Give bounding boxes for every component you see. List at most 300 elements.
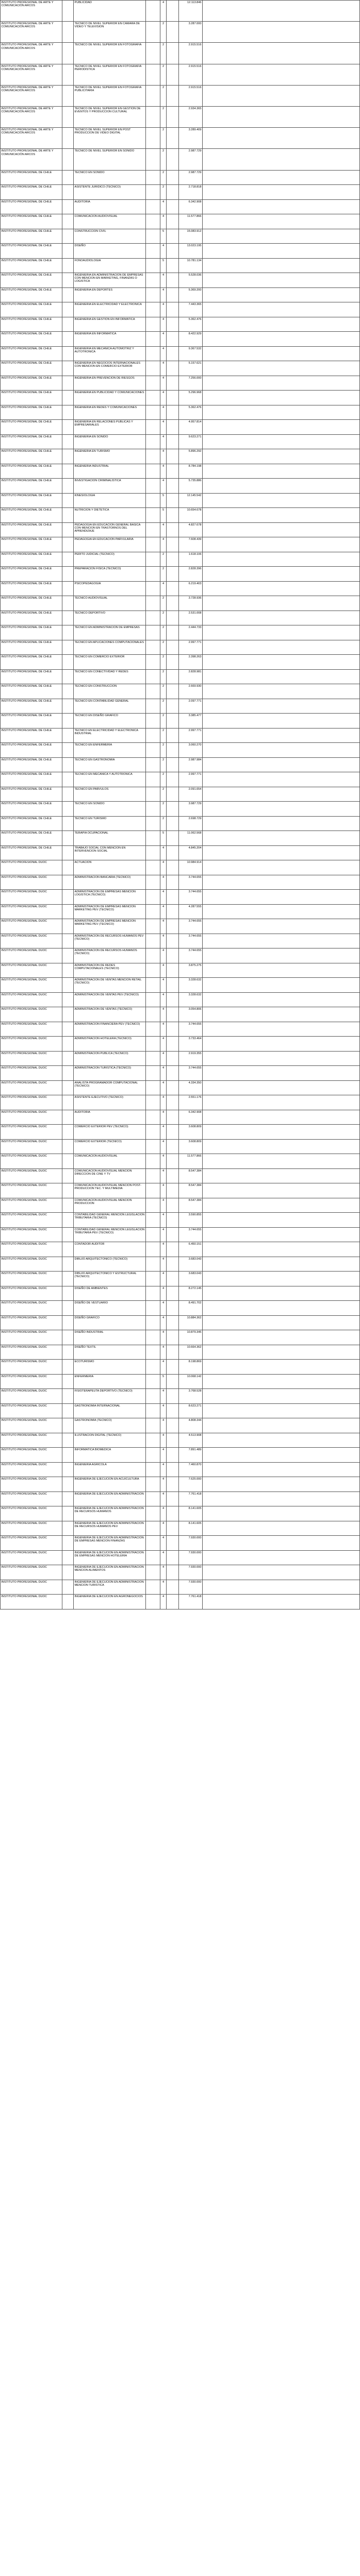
spacer-cell [146, 816, 160, 831]
career-cell: INGENIERIA DE EJECUCION EN ADMINISTRACION DE RECURSOS HUMANOS [74, 1506, 146, 1521]
fee-cell: 2.828.981 [179, 669, 203, 684]
fee-cell: 10.664.362 [179, 1345, 203, 1360]
institution-cell: INSTITUTO PROFESIONAL DUOC [1, 860, 62, 875]
fee-cell: 2.551.176 [179, 1095, 203, 1110]
spacer-cell [146, 405, 160, 420]
spacer-cell [167, 85, 179, 106]
table-row [1, 522, 360, 537]
spacer-cell [203, 1536, 360, 1551]
career-cell: COMUNICACION AUDIOVISUAL [74, 214, 146, 229]
table-row [1, 552, 360, 567]
years-cell: 2 [160, 149, 167, 170]
spacer-cell [62, 1403, 74, 1418]
years-cell: 2 [160, 655, 167, 670]
institution-cell: INSTITUTO PROFESIONAL DE CHILE [1, 258, 62, 273]
fee-cell: 10.884.362 [179, 1315, 203, 1330]
career-cell: INGENIERIA EN REDES Y COMUNICACIONES [74, 405, 146, 420]
fee-cell: 4.957.814 [179, 420, 203, 435]
spacer-cell [167, 948, 179, 963]
years-cell: 2 [160, 185, 167, 200]
institution-cell: INSTITUTO PROFESIONAL DE CHILE [1, 287, 62, 302]
spacer-cell [62, 214, 74, 229]
years-cell: 4 [160, 1213, 167, 1228]
table-row [1, 317, 360, 332]
career-cell: TECNICO EN CONECTIVIDAD Y REDES [74, 669, 146, 684]
years-cell: 2 [160, 669, 167, 684]
table-row [1, 699, 360, 714]
spacer-cell [203, 1301, 360, 1316]
table-row [1, 1139, 360, 1154]
fee-cell: 2.987.729 [179, 170, 203, 185]
spacer-cell [146, 420, 160, 435]
spacer-cell [146, 449, 160, 464]
spacer-cell [62, 611, 74, 625]
institution-cell: INSTITUTO PROFESIONAL DE CHILE [1, 728, 62, 743]
institution-cell: INSTITUTO PROFESIONAL DUOC [1, 1110, 62, 1125]
years-cell: 2 [160, 567, 167, 582]
institution-cell: INSTITUTO PROFESIONAL DE CHILE [1, 787, 62, 802]
spacer-cell [203, 522, 360, 537]
years-cell: 4 [160, 1051, 167, 1066]
spacer-cell [167, 1462, 179, 1477]
table-row [1, 128, 360, 149]
institution-cell: INSTITUTO PROFESIONAL DE ARTE Y COMUNICACIÓN ARCOS [1, 128, 62, 149]
career-cell: DISEÑO [74, 244, 146, 259]
spacer-cell [62, 1521, 74, 1536]
spacer-cell [146, 860, 160, 875]
spacer-cell [167, 1345, 179, 1360]
spacer-cell [146, 757, 160, 772]
fee-cell: 2.997.771 [179, 640, 203, 655]
institution-cell: INSTITUTO PROFESIONAL DE ARTE Y COMUNICACIÓN ARCOS [1, 43, 62, 64]
fee-cell: 2.097.771 [179, 699, 203, 714]
career-cell: NUTRICION Y DIETETICA [74, 508, 146, 523]
spacer-cell [203, 1418, 360, 1433]
fee-cell: 8.623.271 [179, 1403, 203, 1418]
years-cell: 4 [160, 1330, 167, 1345]
spacer-cell [203, 479, 360, 494]
spacer-cell [62, 1301, 74, 1316]
career-cell: ADMINISTRACION DE VENTAS MENCION RETAIL (TECNICO) [74, 978, 146, 993]
years-cell: 4 [160, 332, 167, 347]
spacer-cell [167, 1110, 179, 1125]
spacer-cell [203, 860, 360, 875]
career-cell: AUDITORIA [74, 199, 146, 214]
table-row [1, 391, 360, 405]
spacer-cell [62, 106, 74, 127]
spacer-cell [203, 106, 360, 127]
spacer-cell [62, 464, 74, 479]
spacer-cell [203, 992, 360, 1007]
institution-cell: INSTITUTO PROFESIONAL DUOC [1, 1301, 62, 1316]
institution-cell: INSTITUTO PROFESIONAL DUOC [1, 1448, 62, 1463]
spacer-cell [146, 1301, 160, 1316]
years-cell: 4 [160, 1022, 167, 1037]
spacer-cell [146, 273, 160, 288]
spacer-cell [167, 1037, 179, 1052]
spacer-cell [203, 85, 360, 106]
years-cell: 4 [160, 581, 167, 596]
spacer-cell [146, 1492, 160, 1506]
fee-cell: 8.547.384 [179, 1168, 203, 1183]
spacer-cell [146, 64, 160, 85]
spacer-cell [62, 1345, 74, 1360]
spacer-cell [62, 1213, 74, 1228]
spacer-cell [203, 332, 360, 347]
spacer-cell [62, 149, 74, 170]
career-cell: TECNICO AUDIOVISUAL [74, 596, 146, 611]
spacer-cell [167, 1066, 179, 1081]
career-cell: TECNICO EN PARVULOS [74, 787, 146, 802]
years-cell: 4 [160, 1227, 167, 1242]
spacer-cell [167, 875, 179, 890]
institution-cell: INSTITUTO PROFESIONAL DE CHILE [1, 361, 62, 376]
career-cell: DISEÑO GRAFICO [74, 1315, 146, 1330]
spacer-cell [203, 170, 360, 185]
table-row [1, 1565, 360, 1580]
career-cell: ADMINISTRACION BANCARIA (TECNICO) [74, 875, 146, 890]
table-row [1, 845, 360, 860]
career-cell: INGENIERIA EN DEPORTES [74, 287, 146, 302]
institution-cell: INSTITUTO PROFESIONAL DUOC [1, 919, 62, 934]
spacer-cell [167, 244, 179, 259]
fee-cell: 7.625.000 [179, 1477, 203, 1492]
table-row [1, 1374, 360, 1389]
table-row [1, 1418, 360, 1433]
spacer-cell [62, 1125, 74, 1140]
table-row [1, 581, 360, 596]
spacer-cell [203, 64, 360, 85]
years-cell: 4 [160, 1477, 167, 1492]
years-cell: 2 [160, 596, 167, 611]
spacer-cell [167, 1257, 179, 1272]
years-cell: 4 [160, 361, 167, 376]
career-cell: INGENIERIA EN SONIDO [74, 434, 146, 449]
fee-cell: 3.054.806 [179, 1007, 203, 1022]
table-row [1, 1448, 360, 1463]
spacer-cell [203, 1022, 360, 1037]
spacer-cell [62, 904, 74, 919]
spacer-cell [167, 845, 179, 860]
table-row [1, 43, 360, 64]
spacer-cell [146, 1403, 160, 1418]
spacer-cell [167, 1506, 179, 1521]
years-cell: 4 [160, 273, 167, 288]
spacer-cell [146, 464, 160, 479]
table-row [1, 919, 360, 934]
spacer-cell [167, 128, 179, 149]
institution-cell: INSTITUTO PROFESIONAL DE CHILE [1, 332, 62, 347]
years-cell: 4 [160, 1066, 167, 1081]
spacer-cell [146, 1521, 160, 1536]
spacer-cell [146, 1448, 160, 1463]
spacer-cell [203, 1168, 360, 1183]
spacer-cell [167, 434, 179, 449]
spacer-cell [62, 684, 74, 699]
years-cell: 4 [160, 963, 167, 978]
spacer-cell [146, 537, 160, 552]
spacer-cell [146, 1506, 160, 1521]
years-cell: 4 [160, 537, 167, 552]
spacer-cell [62, 596, 74, 611]
spacer-cell [62, 699, 74, 714]
spacer-cell [203, 1066, 360, 1081]
spacer-cell [62, 493, 74, 508]
spacer-cell [146, 1536, 160, 1551]
years-cell: 2 [160, 625, 167, 640]
years-cell: 2 [160, 757, 167, 772]
career-cell: FISIOTERAPEUTA DEPORTIVO (TECNICO) [74, 1389, 146, 1404]
career-cell: DISEÑO DE AMBIENTES [74, 1286, 146, 1301]
years-cell: 4 [160, 1418, 167, 1433]
institution-cell: INSTITUTO PROFESIONAL DUOC [1, 1565, 62, 1580]
table-row [1, 875, 360, 890]
spacer-cell [167, 1374, 179, 1389]
spacer-cell [146, 1007, 160, 1022]
institution-cell: INSTITUTO PROFESIONAL DE CHILE [1, 405, 62, 420]
table-row [1, 1286, 360, 1301]
fee-cell: 2.987.729 [179, 149, 203, 170]
table-row [1, 85, 360, 106]
spacer-cell [203, 229, 360, 244]
institution-cell: INSTITUTO PROFESIONAL DE CHILE [1, 317, 62, 332]
spacer-cell [167, 625, 179, 640]
table-row [1, 1492, 360, 1506]
institution-cell: INSTITUTO PROFESIONAL DUOC [1, 1403, 62, 1418]
career-cell: COMUNICACION AUDIOVISUAL MENCION PRODUCCION [74, 1198, 146, 1213]
years-cell: 4 [160, 992, 167, 1007]
spacer-cell [62, 522, 74, 537]
institution-cell: INSTITUTO PROFESIONAL DUOC [1, 948, 62, 963]
spacer-cell [167, 581, 179, 596]
fee-cell: 6.219.403 [179, 581, 203, 596]
spacer-cell [203, 714, 360, 728]
fee-cell: 3.608.809 [179, 1139, 203, 1154]
spacer-cell [62, 1389, 74, 1404]
fee-cell: 4.845.204 [179, 845, 203, 860]
career-cell: INGENIERIA AGRICOLA [74, 1462, 146, 1477]
spacer-cell [62, 757, 74, 772]
spacer-cell [167, 1139, 179, 1154]
institution-cell: INSTITUTO PROFESIONAL DE CHILE [1, 420, 62, 435]
fee-cell: 8.141.605 [179, 1506, 203, 1521]
career-cell: INGENIERIA DE EJECUCION EN ADMINISTRACION [74, 1492, 146, 1506]
fee-cell: 5.362.476 [179, 317, 203, 332]
institution-cell: INSTITUTO PROFESIONAL DE ARTE Y COMUNICACIÓN ARCOS [1, 149, 62, 170]
table-row [1, 934, 360, 948]
institution-cell: INSTITUTO PROFESIONAL DUOC [1, 1213, 62, 1228]
institution-cell: INSTITUTO PROFESIONAL DE CHILE [1, 493, 62, 508]
table-row [1, 1506, 360, 1521]
table-row [1, 772, 360, 787]
table-row [1, 1257, 360, 1272]
spacer-cell [203, 699, 360, 714]
spacer-cell [203, 405, 360, 420]
institution-cell: INSTITUTO PROFESIONAL DE CHILE [1, 684, 62, 699]
institution-cell: INSTITUTO PROFESIONAL DE CHILE [1, 199, 62, 214]
fee-cell: 3.744.655 [179, 919, 203, 934]
years-cell: 4 [160, 1521, 167, 1536]
institution-cell: INSTITUTO PROFESIONAL DE CHILE [1, 391, 62, 405]
spacer-cell [203, 149, 360, 170]
career-cell: CONTADOR AUDITOR [74, 1242, 146, 1257]
spacer-cell [167, 714, 179, 728]
spacer-cell [62, 449, 74, 464]
fee-cell: 11.577.866 [179, 214, 203, 229]
years-cell: 2 [160, 787, 167, 802]
career-cell: ACTUACION [74, 860, 146, 875]
table-row [1, 537, 360, 552]
institution-cell: INSTITUTO PROFESIONAL DUOC [1, 1022, 62, 1037]
spacer-cell [62, 128, 74, 149]
years-cell: 4 [160, 376, 167, 391]
spacer-cell [146, 934, 160, 948]
fee-cell: 4.808.344 [179, 1418, 203, 1433]
spacer-cell [203, 728, 360, 743]
table-row [1, 1080, 360, 1095]
spacer-cell [203, 845, 360, 860]
spacer-cell [62, 64, 74, 85]
years-cell: 4 [160, 1183, 167, 1198]
spacer-cell [146, 1389, 160, 1404]
spacer-cell [62, 1580, 74, 1595]
years-cell: 4 [160, 420, 167, 435]
years-cell: 2 [160, 640, 167, 655]
spacer-cell [146, 684, 160, 699]
spacer-cell [167, 391, 179, 405]
years-cell: 4 [160, 845, 167, 860]
career-cell: CONTABILIDAD GENERAL MENCION LEGISLACION TRIBUTARIA (TECNICO) [74, 1213, 146, 1228]
spacer-cell [203, 1213, 360, 1228]
table-row [1, 816, 360, 831]
institution-cell: INSTITUTO PROFESIONAL DUOC [1, 1125, 62, 1140]
spacer-cell [167, 346, 179, 361]
years-cell: 4 [160, 434, 167, 449]
institution-cell: INSTITUTO PROFESIONAL DE CHILE [1, 464, 62, 479]
table-row [1, 464, 360, 479]
career-cell: INVESTIGACION CRIMINALISTICA [74, 479, 146, 494]
spacer-cell [203, 128, 360, 149]
spacer-cell [203, 43, 360, 64]
spacer-cell [203, 1580, 360, 1595]
table-row [1, 669, 360, 684]
spacer-cell [146, 1374, 160, 1389]
spacer-cell [167, 1286, 179, 1301]
spacer-cell [146, 802, 160, 817]
spacer-cell [146, 714, 160, 728]
table-row [1, 258, 360, 273]
table-row [1, 1007, 360, 1022]
career-cell: PEDAGOGIA EN EDUCACION GENERAL BASICA CON MENCION EN TRASTORNOS DEL APRENDIZAJE [74, 522, 146, 537]
years-cell: 5 [160, 508, 167, 523]
years-cell: 4 [160, 1550, 167, 1565]
spacer-cell [203, 1477, 360, 1492]
career-cell: ADMINISTRACION HOTELERA (TECNICO) [74, 1037, 146, 1052]
years-cell: 4 [160, 1492, 167, 1506]
years-cell: 4 [160, 391, 167, 405]
spacer-cell [203, 684, 360, 699]
spacer-cell [203, 611, 360, 625]
fee-cell: 8.491.702 [179, 1301, 203, 1316]
spacer-cell [167, 376, 179, 391]
spacer-cell [203, 302, 360, 317]
spacer-cell [62, 1183, 74, 1198]
spacer-cell [62, 1037, 74, 1052]
institution-cell: INSTITUTO PROFESIONAL DE CHILE [1, 229, 62, 244]
career-cell: TECNICO EN ELECTRICIDAD Y ELECTRONICA INDUSTRIAL [74, 728, 146, 743]
spacer-cell [203, 22, 360, 43]
career-cell: ADMINISTRACION DE VENTAS (TECNICO) [74, 1007, 146, 1022]
spacer-cell [167, 1389, 179, 1404]
table-row [1, 376, 360, 391]
fee-cell: 11.062.568 [179, 831, 203, 846]
table-row [1, 170, 360, 185]
spacer-cell [146, 244, 160, 259]
spacer-cell [62, 1139, 74, 1154]
fee-cell: 2.531.008 [179, 611, 203, 625]
spacer-cell [167, 1580, 179, 1595]
spacer-cell [146, 1, 160, 22]
table-body [1, 1, 360, 1609]
table-row [1, 1, 360, 22]
career-cell: ASISTENTE EJECUTIVO (TECNICO) [74, 1095, 146, 1110]
spacer-cell [167, 537, 179, 552]
spacer-cell [62, 302, 74, 317]
years-cell: 2 [160, 743, 167, 758]
years-cell: 4 [160, 1037, 167, 1052]
spacer-cell [146, 669, 160, 684]
table-row [1, 787, 360, 802]
institution-cell: INSTITUTO PROFESIONAL DE CHILE [1, 611, 62, 625]
spacer-cell [146, 229, 160, 244]
spacer-cell [203, 1272, 360, 1286]
fee-cell: 4.827.678 [179, 522, 203, 537]
table-row [1, 1433, 360, 1448]
spacer-cell [146, 199, 160, 214]
institution-cell: INSTITUTO PROFESIONAL DE CHILE [1, 669, 62, 684]
spacer-cell [146, 508, 160, 523]
fee-cell: 3.385.477 [179, 714, 203, 728]
spacer-cell [146, 625, 160, 640]
table-row [1, 229, 360, 244]
career-cell: INGENIERIA EN RELACIONES PUBLICAS Y EMPRESARIALES [74, 420, 146, 435]
fee-cell: 2.698.729 [179, 816, 203, 831]
table-row [1, 625, 360, 640]
spacer-cell [167, 757, 179, 772]
fee-cell: 1.618.106 [179, 552, 203, 567]
spacer-cell [167, 1, 179, 22]
spacer-cell [167, 479, 179, 494]
years-cell: 4 [160, 1168, 167, 1183]
spacer-cell [146, 1139, 160, 1154]
table-row [1, 1462, 360, 1477]
institution-cell: INSTITUTO PROFESIONAL DE ARTE Y COMUNICACIÓN ARCOS [1, 64, 62, 85]
spacer-cell [167, 890, 179, 905]
career-cell: COMERCIO EXTERIOR PEV (TECNICO) [74, 1125, 146, 1140]
spacer-cell [62, 1374, 74, 1389]
spacer-cell [167, 978, 179, 993]
career-cell: TECNICO EN SONIDO [74, 802, 146, 817]
years-cell: 2 [160, 128, 167, 149]
years-cell: 4 [160, 1110, 167, 1125]
spacer-cell [62, 1022, 74, 1037]
spacer-cell [167, 1330, 179, 1345]
years-cell: 4 [160, 1139, 167, 1154]
years-cell: 4 [160, 405, 167, 420]
institution-cell: INSTITUTO PROFESIONAL DUOC [1, 1154, 62, 1169]
spacer-cell [203, 1110, 360, 1125]
institution-cell: INSTITUTO PROFESIONAL DE CHILE [1, 434, 62, 449]
